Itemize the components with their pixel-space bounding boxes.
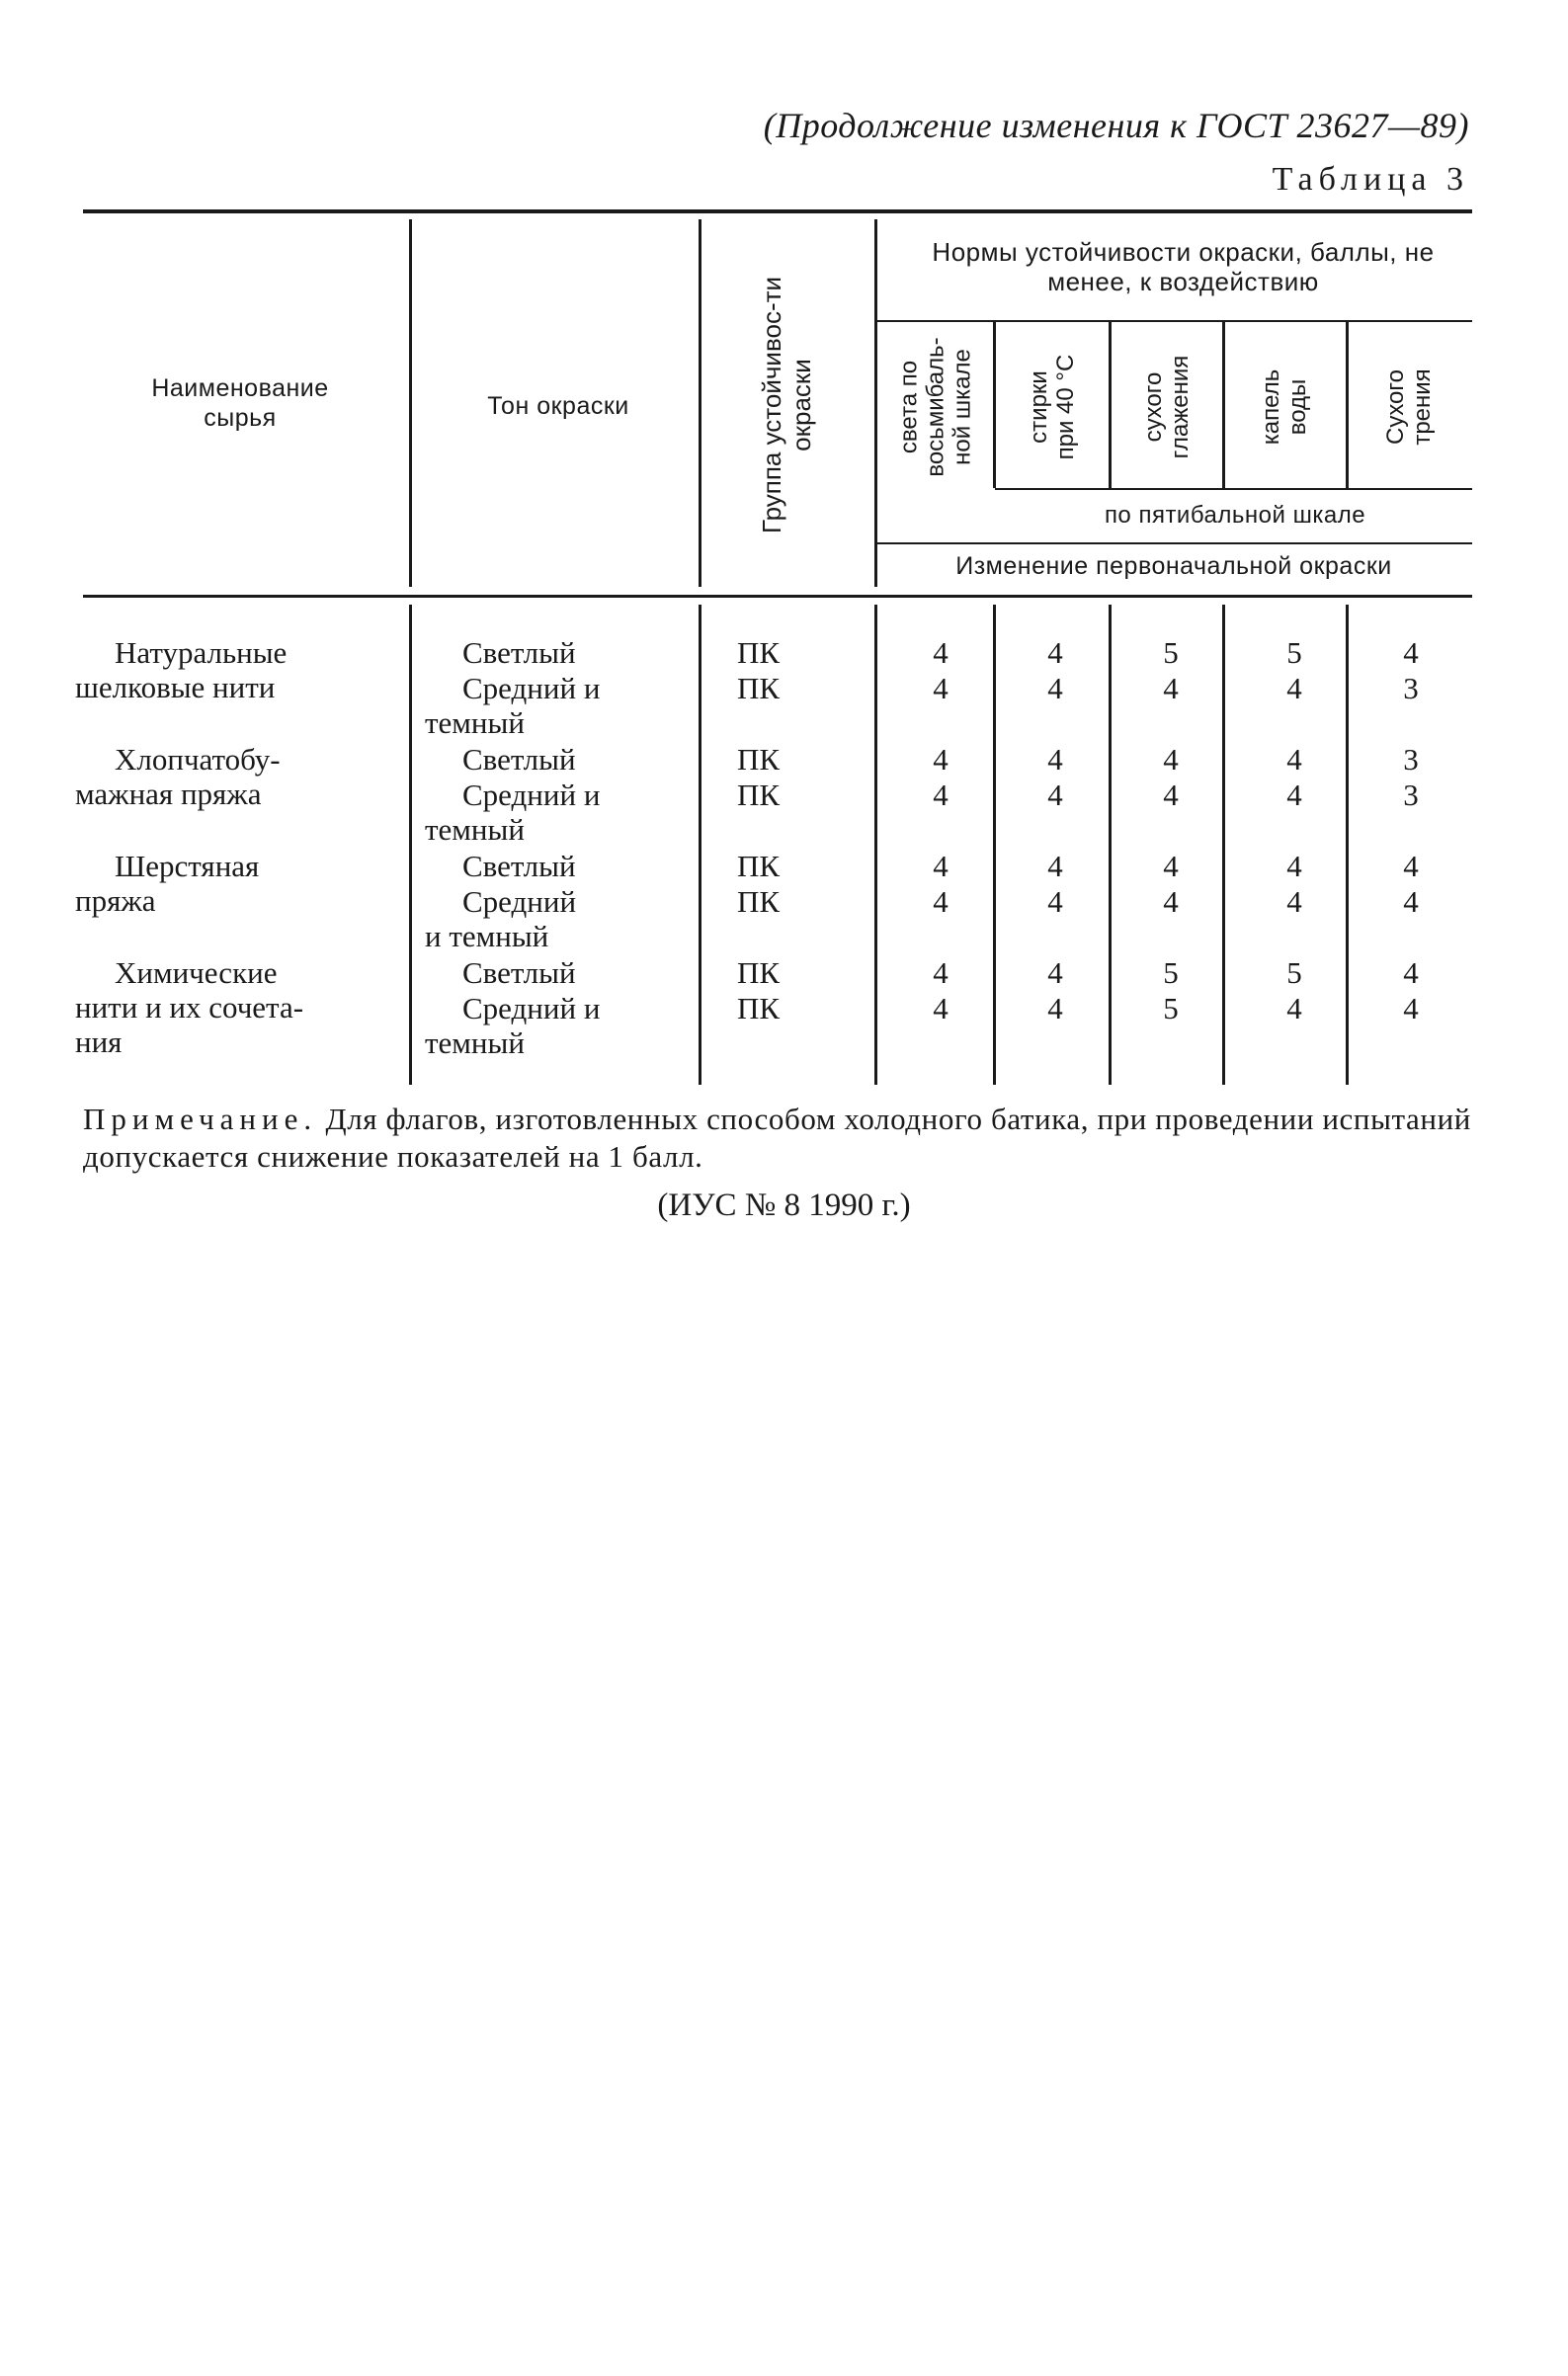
value-cell: 4 [1047, 991, 1063, 1025]
header-bottom-rule [83, 595, 1472, 598]
value-cell: 4 [1047, 849, 1063, 883]
tone-line: Средний и [462, 671, 601, 705]
header-norms: Нормы устойчивости окраски, баллы, не менее, к воздействию [932, 237, 1435, 296]
header-five-point-scale: по пятибальной шкале [1104, 502, 1366, 529]
value-cell: 4 [933, 742, 949, 777]
header-group: Группа устойчивос-ти окраски [757, 276, 816, 534]
subheader-rub: Сухого трения [1382, 369, 1436, 446]
col-divider-5 [1109, 322, 1112, 488]
col-divider-2b [699, 605, 701, 1085]
tone-cell [425, 991, 692, 1060]
change-divider [875, 542, 1472, 544]
tone-line: Средний и [462, 991, 601, 1025]
value-cell: 4 [933, 991, 949, 1025]
value-cell: 5 [1163, 635, 1179, 670]
tone-cell [425, 778, 692, 847]
tone-cell [425, 955, 692, 990]
group-cell: ПК [737, 671, 781, 705]
value-cell: 4 [933, 635, 949, 670]
tone-line: темный [425, 1025, 525, 1060]
value-cell: 4 [1047, 671, 1063, 705]
continuation-title: (Продолжение изменения к ГОСТ 23627—89) [763, 106, 1469, 145]
group-cell: ПК [737, 955, 781, 990]
tone-cell [425, 884, 692, 953]
material-line: нити и их сочета- [75, 990, 304, 1024]
tone-line: Средний [462, 884, 577, 919]
material-line: пряжа [75, 883, 156, 918]
value-cell: 4 [933, 778, 949, 812]
value-cell: 4 [1047, 778, 1063, 812]
value-cell: 4 [1403, 849, 1419, 883]
subheader-wash: стирки при 40 °С [1026, 354, 1079, 460]
tone-cell [425, 849, 692, 883]
value-cell: 4 [933, 849, 949, 883]
value-cell: 4 [1286, 778, 1302, 812]
col-divider-7b [1346, 605, 1349, 1085]
value-cell: 4 [1286, 671, 1302, 705]
material-name [75, 955, 401, 1059]
value-cell: 4 [1403, 955, 1419, 990]
value-cell: 4 [1163, 778, 1179, 812]
header-change-original: Изменение первоначальной окраски [955, 552, 1392, 580]
material-line: Хлопчатобу- [115, 742, 281, 777]
tone-cell [425, 742, 692, 777]
value-cell: 5 [1286, 955, 1302, 990]
group-cell: ПК [737, 778, 781, 812]
col-divider-6b [1222, 605, 1225, 1085]
col-divider-7 [1346, 322, 1349, 488]
value-cell: 3 [1403, 778, 1419, 812]
col-divider-2 [699, 219, 701, 587]
value-cell: 4 [1047, 884, 1063, 919]
tone-line: темный [425, 812, 525, 847]
material-name [75, 635, 401, 704]
value-cell: 4 [1163, 884, 1179, 919]
header-material: Наименование сырья [151, 374, 329, 432]
tone-cell [425, 671, 692, 740]
tone-line: Средний и [462, 778, 601, 812]
subheader-iron: сухого глажения [1140, 355, 1194, 459]
value-cell: 4 [1286, 991, 1302, 1025]
value-cell: 4 [1047, 742, 1063, 777]
value-cell: 5 [1163, 991, 1179, 1025]
header-tone: Тон окраски [487, 392, 629, 420]
table-top-rule [83, 209, 1472, 213]
value-cell: 4 [933, 671, 949, 705]
material-name [75, 849, 401, 918]
value-cell: 3 [1403, 671, 1419, 705]
tone-cell [425, 635, 692, 670]
value-cell: 4 [1047, 635, 1063, 670]
subheader-light: света по восьмибаль- ной шкале [895, 337, 976, 477]
tone-line: темный [425, 705, 525, 740]
norms-divider [875, 320, 1472, 322]
value-cell: 5 [1163, 955, 1179, 990]
value-cell: 4 [1047, 955, 1063, 990]
value-cell: 4 [1163, 671, 1179, 705]
material-line: Натуральные [115, 635, 288, 670]
value-cell: 4 [1403, 884, 1419, 919]
tone-line: и темный [425, 919, 549, 953]
material-line: Шерстяная [115, 849, 260, 883]
group-cell: ПК [737, 742, 781, 777]
ius-reference: (ИУС № 8 1990 г.) [657, 1188, 911, 1223]
group-cell: ПК [737, 884, 781, 919]
value-cell: 3 [1403, 742, 1419, 777]
tone-line: Светлый [462, 742, 576, 777]
subheader-water: капель воды [1258, 369, 1311, 446]
col-divider-1b [409, 605, 412, 1085]
value-cell: 4 [1163, 742, 1179, 777]
value-cell: 5 [1286, 635, 1302, 670]
col-divider-4 [993, 322, 996, 488]
material-name [75, 742, 401, 811]
material-line: Химические [115, 955, 278, 990]
note-text: Для флагов, изготовленных способом холодного батика, при проведении испытаний допускается снижение показателей на 1 балл. [83, 1102, 1471, 1174]
material-line: ния [75, 1024, 123, 1059]
tone-line: Светлый [462, 635, 576, 670]
value-cell: 4 [1403, 635, 1419, 670]
group-cell: ПК [737, 849, 781, 883]
col-divider-3b [874, 605, 877, 1085]
table-label: Таблица 3 [1272, 161, 1469, 198]
note [83, 1101, 1471, 1176]
note-label: Примечание. [83, 1102, 318, 1136]
scale-divider [995, 488, 1472, 490]
value-cell: 4 [933, 884, 949, 919]
col-divider-5b [1109, 605, 1112, 1085]
col-divider-6 [1222, 322, 1225, 488]
group-cell: ПК [737, 991, 781, 1025]
value-cell: 4 [933, 955, 949, 990]
tone-line: Светлый [462, 955, 576, 990]
col-divider-3 [874, 219, 877, 587]
material-line: мажная пряжа [75, 777, 262, 811]
col-divider-4b [993, 605, 996, 1085]
value-cell: 4 [1286, 742, 1302, 777]
value-cell: 4 [1286, 849, 1302, 883]
group-cell: ПК [737, 635, 781, 670]
value-cell: 4 [1286, 884, 1302, 919]
tone-line: Светлый [462, 849, 576, 883]
value-cell: 4 [1403, 991, 1419, 1025]
material-line: шелковые нити [75, 670, 276, 704]
value-cell: 4 [1163, 849, 1179, 883]
col-divider-1 [409, 219, 412, 587]
